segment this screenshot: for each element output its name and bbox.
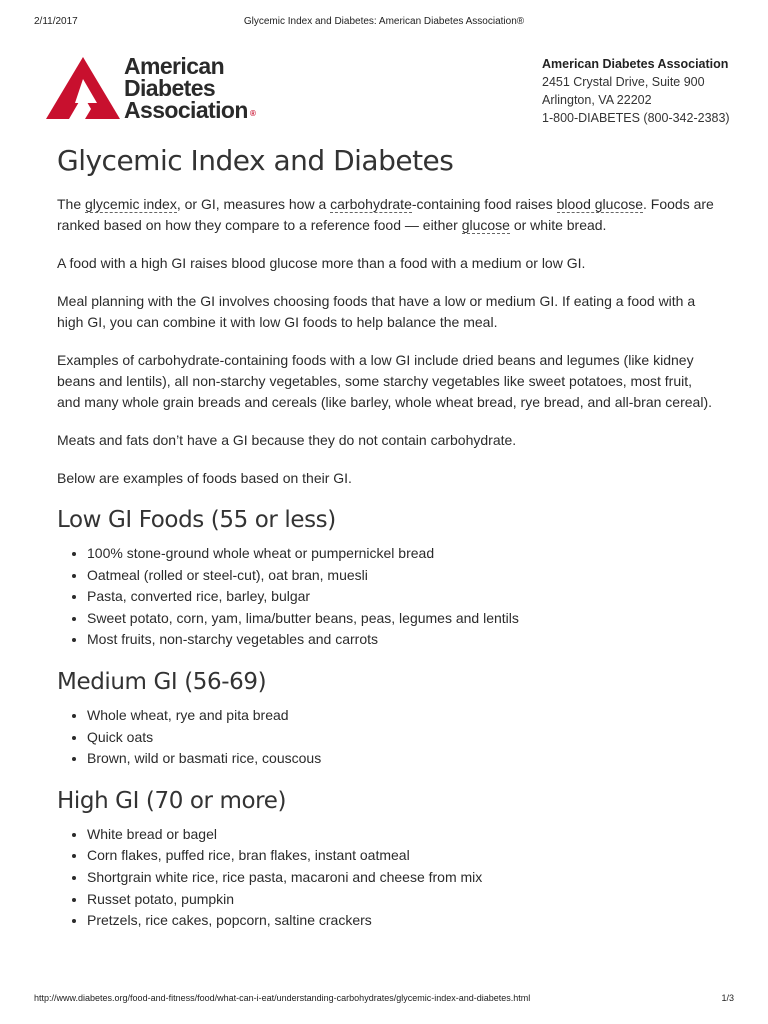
glucose-link[interactable]: glucose xyxy=(461,217,510,233)
list-item: • Pretzels, rice cakes, popcorn, saltine crackers xyxy=(87,910,717,932)
list-item: • Most fruits, non-starchy vegetables and carrots xyxy=(87,629,717,651)
paragraph-meats-fats: Meats and fats don’t have a GI because they do not contain carbohydrate. xyxy=(57,432,517,448)
logo-registered-mark: ® xyxy=(250,109,256,118)
paragraph-meal-planning: Meal planning with the GI involves choosing foods that have a low or medium GI. If eating a food with a high GI, you can combine it with low GI foods to help balance the meal. xyxy=(57,293,696,330)
list-item: • White bread or bagel xyxy=(87,824,717,846)
carbohydrate-link[interactable]: carbohydrate xyxy=(330,196,412,212)
paragraph-low-gi-examples: Examples of carbohydrate-containing foods with a low GI include dried beans and legumes (like kidney beans and lentils), all non-starchy vegetables, some starchy vegetables like sweet potatoes, most fruit, and many whole grain breads and cereals (like barley, whole wheat bread, rye bread, and all-bran cereal). xyxy=(57,352,712,410)
list-item: • 100% stone-ground whole wheat or pumpernickel bread xyxy=(87,543,717,565)
article xyxy=(57,140,717,932)
logo-wordmark xyxy=(124,55,248,121)
print-page-title: Glycemic Index and Diabetes: American Diabetes Association® xyxy=(243,16,525,27)
address-city: Arlington, VA 22202 xyxy=(542,93,652,107)
text-run: . Foods are ranked based on how they compare to a reference food — either xyxy=(57,196,714,233)
list-item: • Sweet potato, corn, yam, lima/butter beans, peas, legumes and lentils xyxy=(87,608,717,630)
text-run: or white bread. xyxy=(509,217,607,233)
text-run: The xyxy=(57,196,86,212)
print-header xyxy=(34,16,734,30)
print-date: 2/11/2017 xyxy=(34,16,78,27)
address-street: 2451 Crystal Drive, Suite 900 xyxy=(542,75,705,89)
high-gi-list xyxy=(57,824,717,932)
ada-logo[interactable] xyxy=(45,55,260,125)
blood-glucose-link[interactable]: blood glucose xyxy=(556,196,644,212)
intro-paragraph xyxy=(57,194,717,236)
print-footer xyxy=(34,993,734,1007)
address-org: American Diabetes Association xyxy=(542,57,729,71)
medium-gi-list xyxy=(57,705,717,770)
list-item: • Russet potato, pumpkin xyxy=(87,889,717,911)
page-title: Glycemic Index and Diabetes xyxy=(57,144,454,177)
list-item: • Whole wheat, rye and pita bread xyxy=(87,705,717,727)
list-item: • Shortgrain white rice, rice pasta, macaroni and cheese from mix xyxy=(87,867,717,889)
list-item: • Quick oats xyxy=(87,727,717,749)
high-gi-heading: High GI (70 or more) xyxy=(57,787,287,814)
logo-line-3: Association xyxy=(124,97,248,123)
medium-gi-heading: Medium GI (56-69) xyxy=(57,668,267,695)
logo-line-2: Diabetes xyxy=(124,75,216,101)
low-gi-list xyxy=(57,543,717,651)
list-item: • Pasta, converted rice, barley, bulgar xyxy=(87,586,717,608)
paragraph-below: Below are examples of foods based on their GI. xyxy=(57,470,352,486)
print-page-number: 1/3 xyxy=(721,993,734,1003)
list-item: • Corn flakes, puffed rice, bran flakes, instant oatmeal xyxy=(87,845,717,867)
glycemic-index-link[interactable]: glycemic index xyxy=(85,196,177,212)
print-url: http://www.diabetes.org/food-and-fitness/food/what-can-i-eat/understanding-carbohydrates/glycemic-index-and-diabetes.html xyxy=(34,993,531,1003)
low-gi-heading: Low GI Foods (55 or less) xyxy=(57,507,336,533)
ada-triangle-logo-icon xyxy=(45,55,121,121)
list-item: • Oatmeal (rolled or steel-cut), oat bran, muesli xyxy=(87,565,717,587)
text-run: -containing food raises xyxy=(411,196,557,212)
address-phone: 1-800-DIABETES (800-342-2383) xyxy=(542,111,730,125)
paragraph-high-gi: A food with a high GI raises blood glucose more than a food with a medium or low GI. xyxy=(57,255,586,271)
text-run: , or GI, measures how a xyxy=(176,196,331,212)
logo-line-1: American xyxy=(124,53,225,79)
address-block xyxy=(542,55,730,127)
list-item: • Brown, wild or basmati rice, couscous xyxy=(87,748,717,770)
